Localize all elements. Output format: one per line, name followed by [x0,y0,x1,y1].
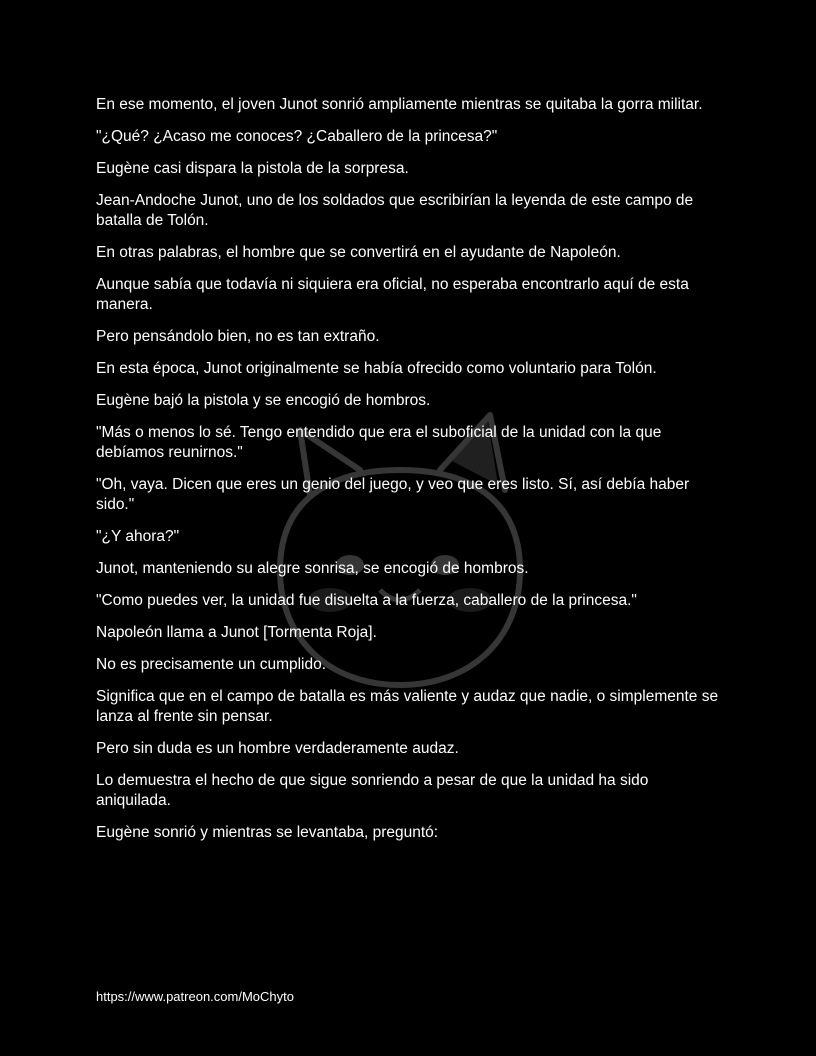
document-body [96,95,722,855]
paragraph: Junot, manteniendo su alegre sonrisa, se encogió de hombros. [96,560,529,577]
paragraph: "¿Y ahora?" [96,528,180,545]
paragraph: En ese momento, el joven Junot sonrió ampliamente mientras se quitaba la gorra militar. [96,96,703,113]
patreon-link[interactable]: https://www.patreon.com/MoChyto [96,989,294,1004]
paragraph: En otras palabras, el hombre que se convertirá en el ayudante de Napoleón. [96,244,621,261]
paragraph: Significa que en el campo de batalla es más valiente y audaz que nadie, o simplemente se lanza al frente sin pensar. [96,688,719,725]
paragraph: Eugène sonrió y mientras se levantaba, preguntó: [96,824,439,841]
paragraph: "Como puedes ver, la unidad fue disuelta a la fuerza, caballero de la princesa." [96,592,637,609]
paragraph: "Más o menos lo sé. Tengo entendido que era el suboficial de la unidad con la que debíamos reunirnos." [96,424,662,461]
paragraph: Eugène bajó la pistola y se encogió de hombros. [96,392,431,409]
paragraph: "Oh, vaya. Dicen que eres un genio del juego, y veo que eres listo. Sí, así debía haber sido." [96,476,690,513]
paragraph: Pero sin duda es un hombre verdaderamente audaz. [96,740,459,757]
paragraph: No es precisamente un cumplido. [96,656,327,673]
paragraph: Lo demuestra el hecho de que sigue sonriendo a pesar de que la unidad ha sido aniquilada. [96,772,649,809]
paragraph: Eugène casi dispara la pistola de la sorpresa. [96,160,409,177]
paragraph: Aunque sabía que todavía ni siquiera era oficial, no esperaba encontrarlo aquí de esta manera. [96,276,689,313]
paragraph: En esta época, Junot originalmente se había ofrecido como voluntario para Tolón. [96,360,657,377]
paragraph: "¿Qué? ¿Acaso me conoces? ¿Caballero de la princesa?" [96,128,498,145]
paragraph: Jean-Andoche Junot, uno de los soldados que escribirían la leyenda de este campo de batalla de Tolón. [96,192,694,229]
paragraph: Pero pensándolo bien, no es tan extraño. [96,328,380,345]
paragraph: Napoleón llama a Junot [Tormenta Roja]. [96,624,377,641]
